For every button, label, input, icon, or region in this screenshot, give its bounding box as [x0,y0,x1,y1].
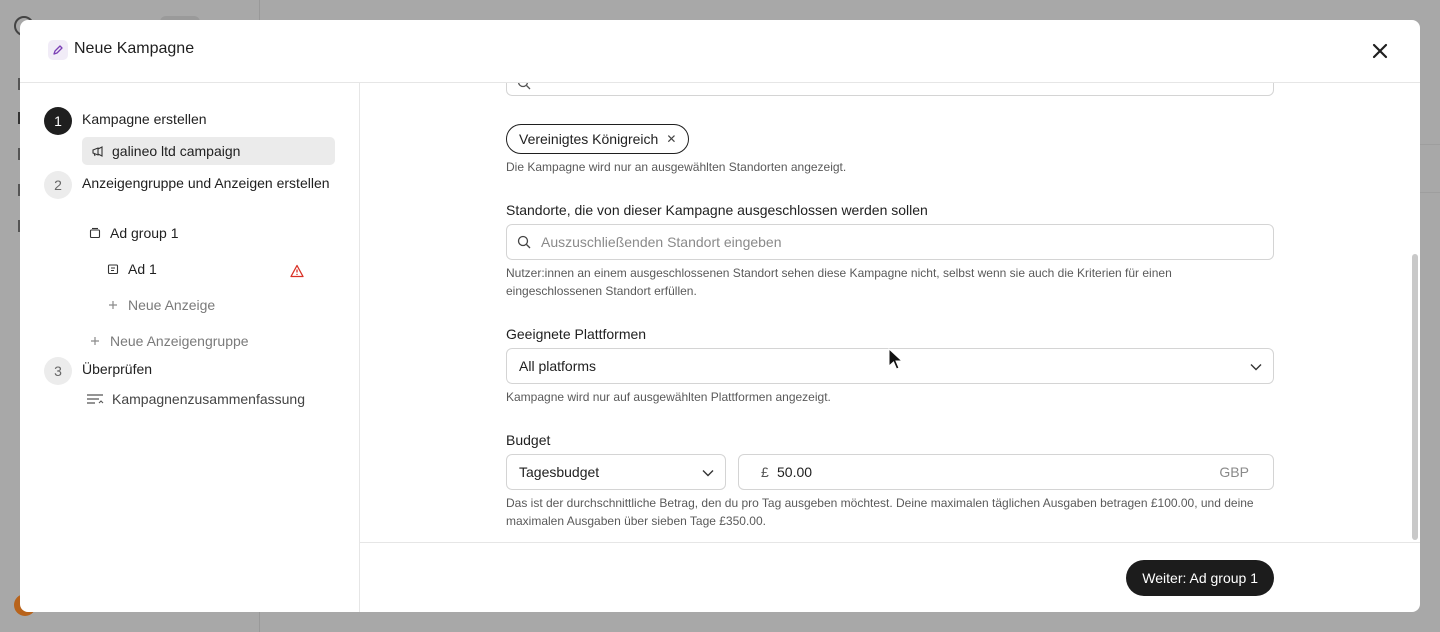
summary-icon [86,392,104,406]
plus-icon [88,334,102,348]
nav-new-ad-group-label: Neue Anzeigengruppe [110,333,249,349]
budget-label: Budget [506,432,551,448]
modal-header [20,20,1420,83]
location-chip-label: Vereinigtes Königreich [519,131,659,147]
chevron-down-icon [701,466,715,480]
close-icon [1371,42,1389,60]
modal-title: Neue Kampagne [74,40,195,57]
search-icon [517,83,531,90]
included-location-input[interactable] [506,83,1274,96]
pen-icon [48,40,68,60]
budget-help-line: Das ist der durchschnittliche Betrag, den du pro Tag ausgeben möchtest. Deine maximalen täglichen Ausgaben betragen £100.00, und deine [506,496,1254,510]
step-3-label[interactable]: Überprüfen [82,361,153,377]
nav-summary-label: Kampagnenzusammenfassung [112,391,306,407]
nav-new-ad-label: Neue Anzeige [128,297,216,313]
remove-chip-icon[interactable]: ✕ [666,132,677,146]
megaphone-icon [90,144,104,158]
nav-ad-label: Ad 1 [128,261,157,277]
mouse-cursor-icon [888,348,904,372]
budget-help-line: maximalen Ausgaben über sieben Tage £350.00. [506,514,766,528]
nav-summary[interactable] [86,391,305,407]
ad-group-icon [88,226,102,240]
excluded-location-input[interactable] [506,224,1274,260]
excluded-help-line: eingeschlossenen Standort erfüllen. [506,284,697,298]
form-content [360,83,1420,542]
budget-type-select[interactable] [506,454,726,490]
step-1-label[interactable]: Kampagne erstellen [82,111,207,127]
new-campaign-modal [20,20,1420,612]
platforms-help: Kampagne wird nur auf ausgewählten Plattformen angezeigt. [506,390,831,404]
location-chip [506,124,689,154]
steps-panel [20,83,360,612]
step-2-label[interactable]: Anzeigengruppe und Anzeigen erstellen [82,175,330,191]
included-help: Die Kampagne wird nur an ausgewählten Standorten angezeigt. [506,160,847,174]
ad-icon [106,262,120,276]
budget-help [506,494,1276,530]
nav-ad[interactable] [106,261,157,277]
step-1-number: 1 [44,107,72,135]
platforms-value: All platforms [519,358,597,374]
step-2-number: 2 [44,171,72,199]
nav-campaign[interactable] [82,137,335,165]
nav-ad-group-label: Ad group 1 [110,225,179,241]
nav-ad-group[interactable] [88,225,179,241]
budget-amount-input[interactable] [738,454,1274,490]
excluded-help [506,264,1276,300]
chevron-down-icon [1249,360,1263,374]
excluded-help-line: Nutzer:innen an einem ausgeschlossenen Standort sehen diese Kampagne nicht, selbst wenn sie auch die Kriterien für einen [506,266,1172,280]
currency-symbol: £ [761,464,769,480]
close-button[interactable] [1368,39,1392,63]
currency-code: GBP [1219,464,1249,480]
platforms-label: Geeignete Plattformen [506,326,647,342]
modal-footer [360,542,1420,612]
budget-type-value: Tagesbudget [519,464,600,480]
search-icon [517,235,531,249]
excluded-label: Standorte, die von dieser Kampagne ausgeschlossen werden sollen [506,202,928,218]
excluded-placeholder: Auszuschließenden Standort eingeben [541,234,782,250]
plus-icon [106,298,120,312]
nav-campaign-label: galineo ltd campaign [112,143,241,159]
nav-new-ad-group[interactable] [88,333,249,349]
step-3-number: 3 [44,357,72,385]
next-button[interactable]: Weiter: Ad group 1 [1126,560,1274,596]
nav-new-ad[interactable] [106,297,215,313]
content-scrollbar[interactable] [1412,254,1418,540]
budget-amount-value: 50.00 [777,464,813,480]
warning-icon [290,264,304,278]
